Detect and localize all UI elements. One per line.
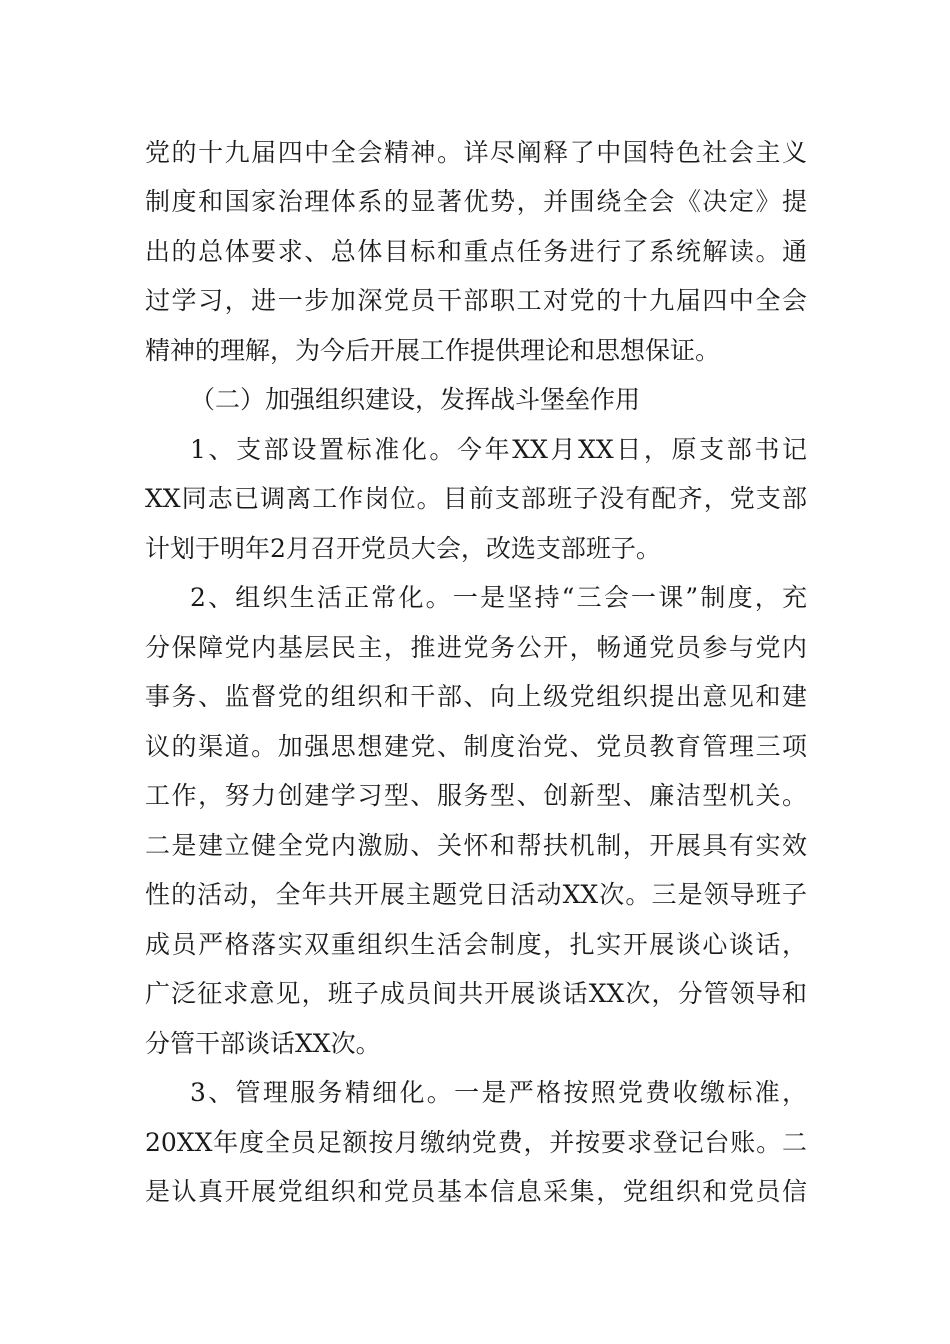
text-line: 过学习，进一步加深党员干部职工对党的十九届四中全会 xyxy=(145,286,807,315)
text-line: 1、支部设置标准化。今年XX月XX日，原支部书记 xyxy=(190,435,807,464)
text-line: 是认真开展党组织和党员基本信息采集，党组织和党员信 xyxy=(145,1177,807,1206)
text-line: 计划于明年2月召开党员大会，改选支部班子。 xyxy=(145,534,661,563)
text-line: 成员严格落实双重组织生活会制度，扎实开展谈心谈话， xyxy=(145,930,807,959)
text-line: 工作，努力创建学习型、服务型、创新型、廉洁型机关。 xyxy=(145,781,807,810)
text-line: 二是建立健全党内激励、关怀和帮扶机制，开展具有实效 xyxy=(145,831,807,860)
text-line: 广泛征求意见，班子成员间共开展谈话XX次，分管领导和 xyxy=(145,979,807,1008)
text-line: 精神的理解，为今后开展工作提供理论和思想保证。 xyxy=(145,336,721,365)
text-line: 制度和国家治理体系的显著优势，并围绕全会《决定》提 xyxy=(145,187,807,216)
text-line: 2、组织生活正常化。一是坚持“三会一课”制度，充 xyxy=(190,583,807,612)
section-heading: （二）加强组织建设，发挥战斗堡垒作用 xyxy=(190,385,641,414)
text-line: 3、管理服务精细化。一是严格按照党费收缴标准， xyxy=(190,1078,807,1107)
text-line: 分保障党内基层民主，推进党务公开，畅通党员参与党内 xyxy=(145,633,807,662)
text-line: 事务、监督党的组织和干部、向上级党组织提出意见和建 xyxy=(145,682,807,711)
text-line: 出的总体要求、总体目标和重点任务进行了系统解读。通 xyxy=(145,237,807,266)
text-line: 性的活动，全年共开展主题党日活动XX次。三是领导班子 xyxy=(145,880,807,909)
text-line: 分管干部谈话XX次。 xyxy=(145,1029,381,1058)
text-line: 党的十九届四中全会精神。详尽阐释了中国特色社会主义 xyxy=(145,138,807,167)
text-line: 议的渠道。加强思想建党、制度治党、党员教育管理三项 xyxy=(145,732,807,761)
text-line: 20XX年度全员足额按月缴纳党费，并按要求登记台账。二 xyxy=(145,1128,807,1157)
text-line: XX同志已调离工作岗位。目前支部班子没有配齐，党支部 xyxy=(145,484,807,513)
